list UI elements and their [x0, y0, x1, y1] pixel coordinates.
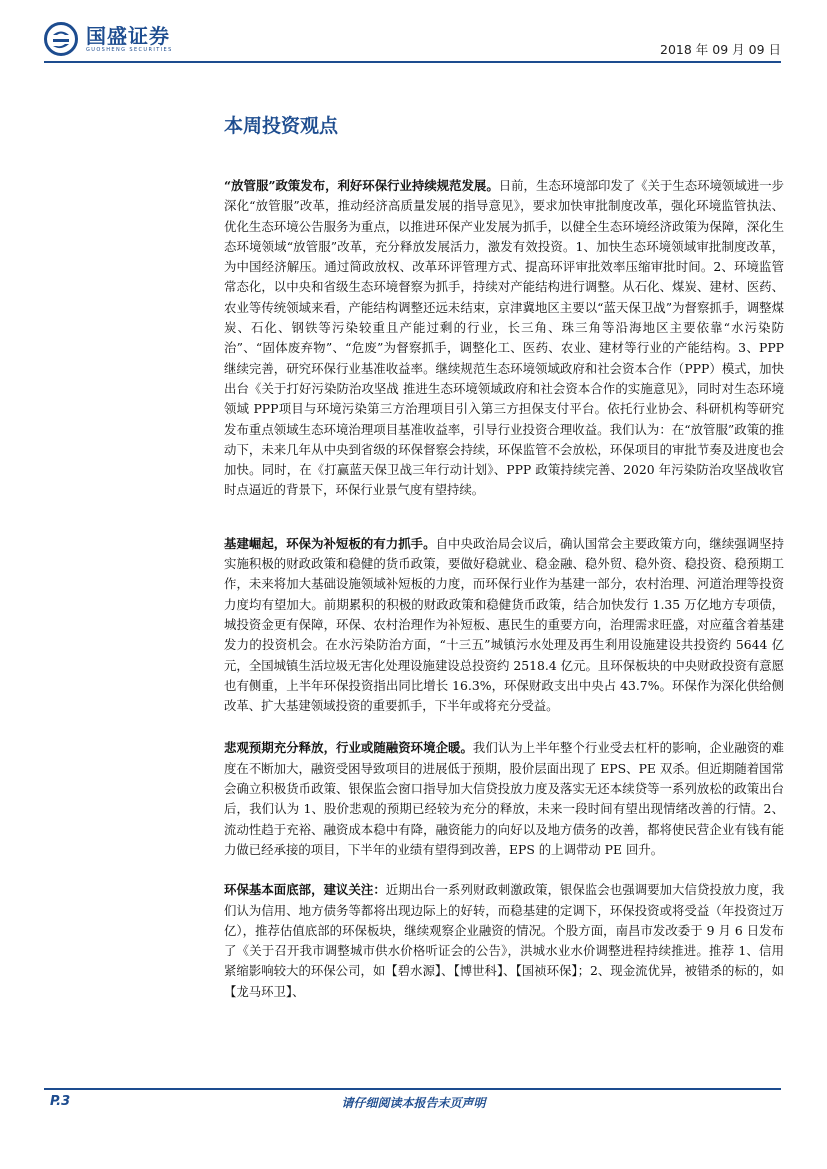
- logo-english: GUOSHENG SECURITIES: [86, 46, 173, 53]
- paragraph-financing: [224, 738, 784, 860]
- paragraph-recommendation: [224, 880, 784, 1002]
- report-date: 2018 年 09 月 09 日: [660, 42, 781, 57]
- logo-name: 国盛证券: [86, 23, 170, 48]
- page-number: P.3: [50, 1094, 71, 1109]
- paragraph-text: 自中央政治局会议后，确认国常会主要政策方向，继续强调坚持实施积极的财政政策和稳健的货币政策，要做好稳就业、稳金融、稳外贸、稳外资、稳投资、稳预期工作，未来将加大基础设施领域补短板的力度，而环保行业作为基建一部分，农村治理、河道治理等投资力度均有望加大。前期累积的积极的财政政策和稳健货币政策，结合加快发行 1.35 万亿地方专项债，城投资金更有保障，环保、农村治理作为补短板、惠民生的重要方向，治理需求旺盛，对应蕴含着基建发力的投资机会。在水污染防治方面，“十三五”城镇污水处理及再生利用设施建设共投资约 5644 亿元，全国城镇生活垃圾无害化处理设施建设总投资约 2518.4 亿元。且环保板块的中央财政投资有意愿也有侧重，上半年环保投资指出同比增长 16.3%，环保财政支出中央占 43.7%。环保作为深化供给侧改革、扩大基建领域投资的重要抓手，下半年或将充分受益。: [224, 535, 785, 714]
- header-divider: [44, 61, 781, 63]
- company-logo: [44, 22, 173, 56]
- paragraph-lead: 基建崛起，环保为补短板的有力抓手。: [224, 535, 436, 551]
- paragraph-lead: 环保基本面底部，建议关注：: [224, 882, 386, 898]
- paragraph-text: 近期出台一系列财政刺激政策，银保监会也强调要加大信贷投放力度，我们认为信用、地方债务等都将出现边际上的好转，而稳基建的定调下，环保投资或将受益（年投资过万亿），推荐估值底部的环保板块，继续观察企业融资的情况。个股方面，南昌市发改委于 9 月 6 日发布了《关于召开我市调整城市供水价格听证会的公告》，洪城水业水价调整进程持续推进。推荐 1、信用紧缩影响较大的环保公司，如【碧水源】、【博世科】、【国祯环保】；2、现金流优异，被错杀的标的，如【龙马环卫】、: [224, 882, 785, 999]
- footer-divider: [44, 1088, 781, 1090]
- paragraph-text: 我们认为上半年整个行业受去杠杆的影响，企业融资的难度在不断加大，融资受困导致项目的进展低于预期，股价层面出现了 EPS、PE 双杀。但近期随着国常会确立积极货币政策、银保监会窗口指导加大信贷投放力度及落实无还本续贷等一系列放松的政策出台后，我们认为 1、股价悲观的预期已经较为充分的释放，未来一段时间有望出现情绪改善的行情。2、流动性趋于充裕、融资成本稳中有降，融资能力的向好以及地方债务的改善，都将使民营企业有钱有能力做已经承接的项目，下半年的业绩有望得到改善，EPS 的上调带动 PE 回升。: [224, 740, 785, 857]
- paragraph-lead: 悲观预期充分释放，行业或随融资环境企暖。: [224, 740, 473, 756]
- paragraph-infrastructure: [224, 534, 784, 717]
- page-header: [0, 0, 827, 62]
- paragraph-policy: [224, 176, 784, 501]
- guosheng-logo-icon: [44, 22, 78, 56]
- section-title: 本周投资观点: [224, 115, 339, 137]
- footer-disclaimer: 请仔细阅读本报告末页声明: [341, 1096, 486, 1110]
- paragraph-lead: “放管服”政策发布，利好环保行业持续规范发展。: [224, 178, 499, 193]
- paragraph-text: 日前，生态环境部印发了《关于生态环境领域进一步深化“放管服”改革，推动经济高质量发展的指导意见》，要求加快审批制度改革，强化环境监管执法、优化生态环境公告服务为重点，以推进环保产业发展为抓手，以健全生态环境经济政策为保障，深化生态环境领域“放管服”改革，充分释放发展活力，激发有效投资。1、加快生态环境领域审批制度改革，为中国经济解压。通过简政放权、改革环评管理方式、提高环评审批效率压缩审批时间。2、环境监管常态化，以中央和省级生态环境督察为抓手，持续对产能结构进行调整。从石化、煤炭、建材、医药、农业等传统领域来看，产能结构调整还远未结束，京津冀地区主要以“蓝天保卫战”为督察抓手，调整煤炭、石化、钢铁等污染较重且产能过剩的行业，长三角、珠三角等沿海地区主要依靠“水污染防治”、“固体废弃物”、“危废”为督察抓手，调整化工、医药、农业、建材等行业的产能结构。3、PPP 继续完善，研究环保行业基准收益率。继续规范生态环境领域政府和社会资本合作（PPP）模式，加快出台《关于打好污染防治攻坚战 推进生态环境领域政府和社会资本合作的实施意见》，同时对生态环境领域 PPP项目与环境污染第三方治理项目引入第三方担保支付平台。依托行业协会、科研机构等研究发布重点领域生态环境治理项目基准收益率，引导行业投资合理收益。我们认为：在“放管服”政策的推动下，未来几年从中央到省级的环保督察会持续，环保监管不会放松，环保项目的审批节奏及进度也会加快。同时，在《打赢蓝天保卫战三年行动计划》、PPP 政策持续完善、2020 年污染防治攻坚战收官时点逼近的背景下，环保行业景气度有望持续。: [224, 178, 785, 498]
- report-body: [224, 176, 784, 1002]
